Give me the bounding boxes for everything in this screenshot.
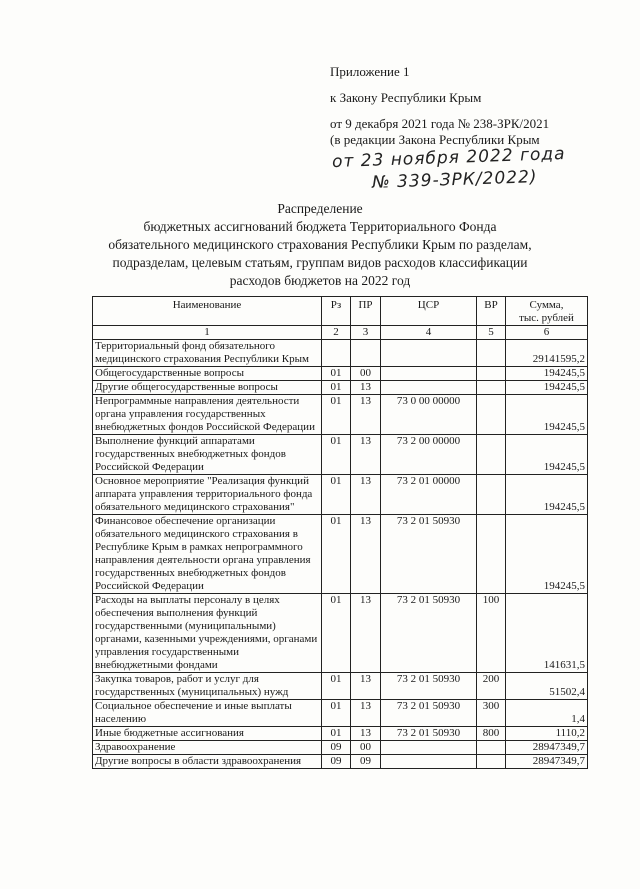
row-name: Общегосударственные вопросы [93,367,322,381]
row-csr: 73 2 00 00000 [381,435,477,475]
table-row [93,475,588,515]
row-vr [477,367,506,381]
row-sum: 28947349,7 [506,755,588,769]
header-rz: Рз [322,297,351,326]
title-line: бюджетных ассигнований бюджета Территориального Фонда [143,219,497,234]
row-vr [477,475,506,515]
row-sum: 29141595,2 [506,340,588,367]
row-sum: 194245,5 [506,381,588,395]
row-name: Иные бюджетные ассигнования [93,727,322,741]
row-pr: 13 [351,727,381,741]
row-vr [477,755,506,769]
row-rz: 01 [322,515,351,594]
row-sum: 1110,2 [506,727,588,741]
row-rz: 01 [322,475,351,515]
column-number: 4 [381,326,477,340]
row-pr: 13 [351,435,381,475]
row-pr: 13 [351,381,381,395]
row-sum: 194245,5 [506,367,588,381]
row-csr: 73 0 00 00000 [381,395,477,435]
law-reference: к Закону Республики Крым [330,90,482,105]
row-name: Расходы на выплаты персоналу в целях обеспечения выполнения функций государственными (муниципальными) органами, казенными учреждениями, органами управления государственными внебюджетными фондами [93,594,322,673]
row-rz: 01 [322,594,351,673]
row-csr [381,755,477,769]
row-vr [477,515,506,594]
row-name: Другие общегосударственные вопросы [93,381,322,395]
row-sum: 194245,5 [506,395,588,435]
document-title [0,200,640,290]
row-name: Закупка товаров, работ и услуг для государственных (муниципальных) нужд [93,673,322,700]
row-rz: 01 [322,727,351,741]
row-pr: 00 [351,741,381,755]
row-sum: 194245,5 [506,435,588,475]
row-pr: 09 [351,755,381,769]
row-sum: 1,4 [506,700,588,727]
table-row [93,515,588,594]
appendix-label: Приложение 1 [330,64,410,79]
column-number: 6 [506,326,588,340]
row-csr: 73 2 01 50930 [381,727,477,741]
title-line: расходов бюджетов на 2022 год [229,273,411,288]
table-row [93,673,588,700]
row-name: Финансовое обеспечение организации обязательного медицинского страхования в Республике Крым в рамках непрограммного направления деятельности органа управления государственных внебюджетных фондов Российской Федерации [93,515,322,594]
row-vr [477,741,506,755]
header-csr: ЦСР [381,297,477,326]
row-csr [381,741,477,755]
table-row [93,700,588,727]
table-row [93,381,588,395]
row-sum: 194245,5 [506,515,588,594]
row-csr [381,340,477,367]
header-sum: Сумма, тыс. рублей [506,297,588,326]
law-date-number: от 9 декабря 2021 года № 238-ЗРК/2021 [330,116,550,131]
row-name: Другие вопросы в области здравоохранения [93,755,322,769]
row-pr: 13 [351,673,381,700]
row-name: Здравоохранение [93,741,322,755]
handwritten-revision-number: № 339-ЗРК/2022) [371,167,538,193]
row-name: Основное мероприятие "Реализация функций аппарата управления территориального фонда обязательного медицинского страхования" [93,475,322,515]
row-csr: 73 2 01 00000 [381,475,477,515]
row-csr: 73 2 01 50930 [381,515,477,594]
row-vr: 100 [477,594,506,673]
table-header-row [93,297,588,326]
row-csr [381,381,477,395]
row-name: Территориальный фонд обязательного медицинского страхования Республики Крым [93,340,322,367]
column-numbers-row [93,326,588,340]
title-line: обязательного медицинского страхования Республики Крым по разделам, [108,237,532,252]
title-line: подразделам, целевым статьям, группам видов расходов классификации [112,255,528,270]
row-pr [351,340,381,367]
column-number: 3 [351,326,381,340]
column-number: 5 [477,326,506,340]
row-csr: 73 2 01 50930 [381,594,477,673]
row-rz: 01 [322,673,351,700]
title-line: Распределение [277,201,363,216]
row-name: Социальное обеспечение и иные выплаты населению [93,700,322,727]
table-body [93,340,588,769]
budget-allocation-table [92,296,588,769]
row-csr: 73 2 01 50930 [381,700,477,727]
table-row [93,395,588,435]
row-csr: 73 2 01 50930 [381,673,477,700]
row-pr: 13 [351,395,381,435]
row-sum: 51502,4 [506,673,588,700]
row-rz: 01 [322,395,351,435]
table-row [93,741,588,755]
row-vr [477,395,506,435]
table-row [93,727,588,741]
row-vr [477,381,506,395]
column-number: 1 [93,326,322,340]
row-rz: 01 [322,700,351,727]
table-row [93,367,588,381]
row-vr: 800 [477,727,506,741]
row-rz: 01 [322,367,351,381]
handwritten-revision-date: от 23 ноября 2022 года [331,143,566,173]
row-vr [477,435,506,475]
table-row [93,435,588,475]
row-vr: 300 [477,700,506,727]
table-row [93,340,588,367]
table-row [93,755,588,769]
row-rz: 01 [322,435,351,475]
row-rz: 09 [322,755,351,769]
header-vr: ВР [477,297,506,326]
row-name: Выполнение функций аппаратами государственных внебюджетных фондов Российской Федерации [93,435,322,475]
row-sum: 28947349,7 [506,741,588,755]
header-pr: ПР [351,297,381,326]
row-sum: 141631,5 [506,594,588,673]
row-rz: 09 [322,741,351,755]
row-pr: 13 [351,700,381,727]
row-rz: 01 [322,381,351,395]
row-name: Непрограммные направления деятельности органа управления государственных внебюджетных фондов Российской Федерации [93,395,322,435]
table-row [93,594,588,673]
row-pr: 00 [351,367,381,381]
row-csr [381,367,477,381]
row-vr [477,340,506,367]
row-pr: 13 [351,515,381,594]
row-pr: 13 [351,594,381,673]
row-pr: 13 [351,475,381,515]
revision-note: (в редакции Закона Республики Крым [330,132,540,147]
row-rz [322,340,351,367]
column-number: 2 [322,326,351,340]
row-sum: 194245,5 [506,475,588,515]
row-vr: 200 [477,673,506,700]
header-name: Наименование [93,297,322,326]
